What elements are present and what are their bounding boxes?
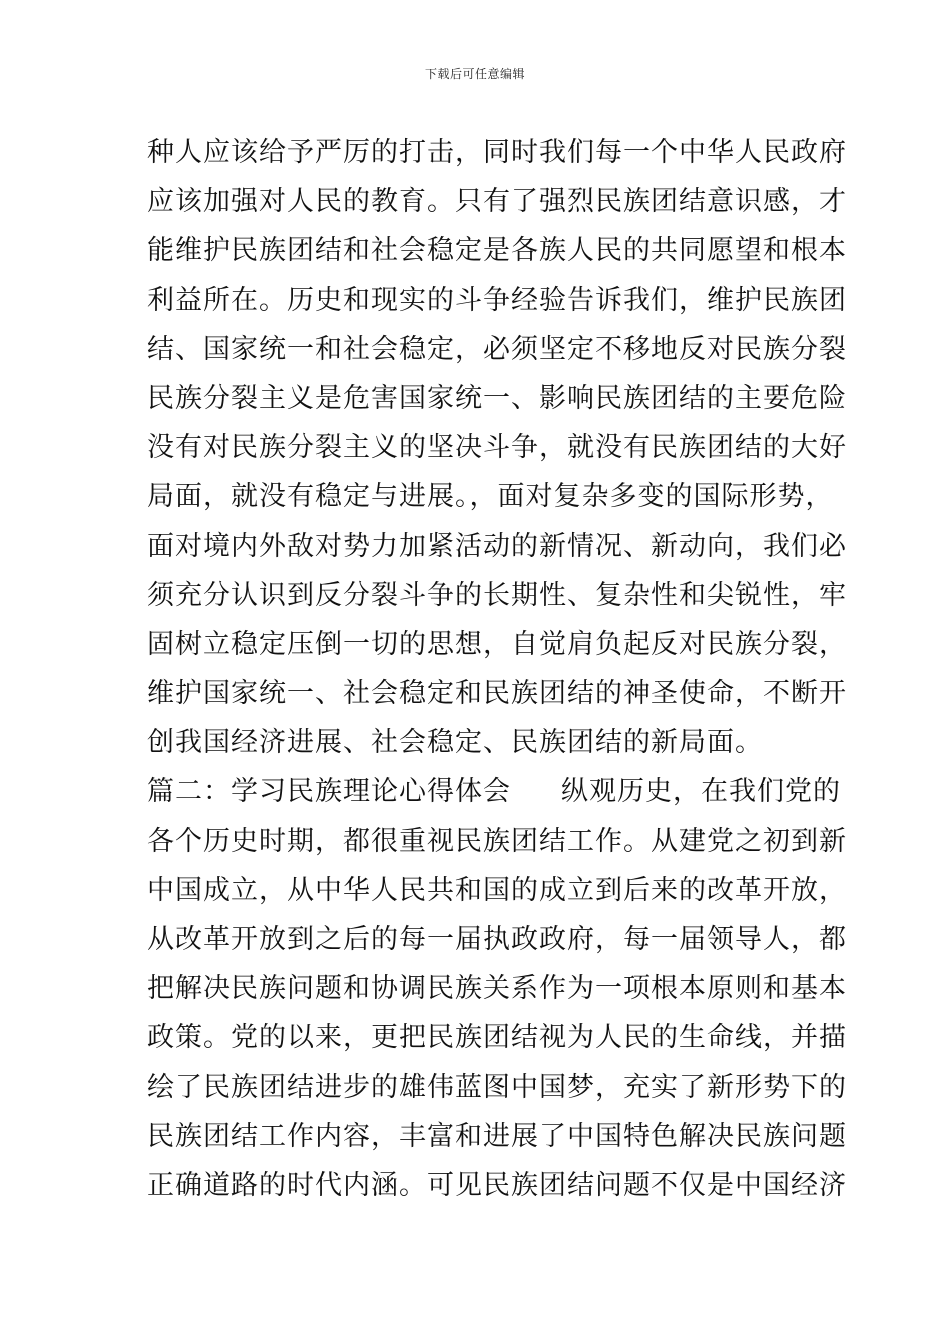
text-line: 种人应该给予严厉的打击，同时我们每一个中华人民政府 [147,137,847,168]
text-line: 正确道路的时代内涵。可见民族团结问题不仅是中国经济 [147,1169,847,1201]
text-line: 利益所在。历史和现实的斗争经验告诉我们，维护民族团 [147,284,847,316]
document-body [147,128,847,1210]
text-line: 须充分认识到反分裂斗争的长期性、复杂性和尖锐性，牢 [147,579,847,611]
text-line: 固树立稳定压倒一切的思想，自觉肩负起反对民族分裂， [147,628,847,660]
text-line: 民族团结工作内容，丰富和进展了中国特色解决民族问题 [147,1120,847,1152]
text-line: 局面，就没有稳定与进展。，面对复杂多变的国际形势， [147,481,834,513]
text-line: 从改革开放到之后的每一届执政政府，每一届领导人，都 [147,924,847,955]
text-line: 能维护民族团结和社会稳定是各族人民的共同愿望和根本 [147,235,847,267]
text-line: 面对境内外敌对势力加紧活动的新情况、新动向，我们必 [147,530,847,562]
text-line: 把解决民族问题和协调民族关系作为一项根本原则和基本 [147,973,847,1005]
text-line: 各个历史时期，都很重视民族团结工作。从建党之初到新 [147,825,847,857]
text-line: 中国成立，从中华人民共和国的成立到后来的改革开放， [147,874,847,906]
text-line: 应该加强对人民的教育。只有了强烈民族团结意识感，才 [147,186,847,218]
text-line: 结、国家统一和社会稳定，必须坚定不移地反对民族分裂 [147,333,847,365]
text-line: 政策。党的以来，更把民族团结视为人民的生命线，并描 [147,1022,847,1054]
text-line: 创我国经济进展、社会稳定、民族团结的新局面。 [147,727,763,759]
section-heading: 篇二：学习民族理论心得体会 [147,776,511,808]
text-line: 没有对民族分裂主义的坚决斗争，就没有民族团结的大好 [147,432,847,464]
text-line: 绘了民族团结进步的雄伟蓝图中国梦，充实了新形势下的 [147,1071,847,1103]
text-line: 民族分裂主义是危害国家统一、影响民族团结的主要危险 [147,382,847,414]
section-first-line-text: 纵观历史，在我们党的 [561,776,841,808]
section-heading-line [147,767,841,816]
page-header: 下载后可任意编辑 [424,67,525,81]
text-line: 维护国家统一、社会稳定和民族团结的神圣使命，不断开 [147,678,847,710]
